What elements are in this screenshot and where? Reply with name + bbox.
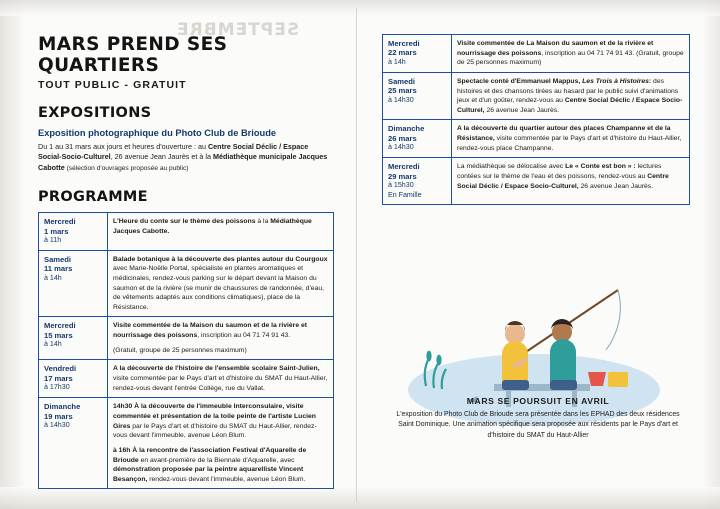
- left-column: [38, 34, 338, 489]
- event-time: à 14h30: [388, 143, 414, 152]
- expositions-heading: EXPOSITIONS: [38, 105, 152, 121]
- event-description-cell: Visite commentée de La Maison du saumon et de la rivière et nourrissage des poissons, inscription au 04 71 74 91 43. (Gratuit, groupe de 25 personnes maximum): [452, 35, 690, 73]
- expo-text-1: Du 1 au 31 mars aux jours et heures d'ouverture : au: [38, 142, 208, 151]
- event-day: Vendredi: [44, 364, 77, 374]
- expo-venue-1: Centre Social Déclic / Espace Social-Socio-Culturel: [38, 142, 309, 162]
- table-row: [383, 35, 690, 73]
- event-time: à 14h: [44, 340, 62, 349]
- event-date-cell: [39, 398, 108, 489]
- person-teal: [550, 319, 577, 390]
- event-date: 29 mars: [388, 171, 417, 181]
- event-date: 25 mars: [388, 86, 417, 96]
- scan-edge-top: [0, 0, 720, 16]
- event-day: Mercredi: [44, 321, 76, 331]
- event-date: 15 mars: [44, 330, 73, 340]
- programme-table-left: [38, 212, 334, 489]
- event-description-cell: A la découverte du quartier autour des places Champanne et de la Résistance, visite commentée par le Pays d'art et d'histoire du Haut-Allier, rendez-vous place Champanne.: [452, 120, 690, 158]
- event-time: à 11h: [44, 236, 62, 245]
- table-row: [39, 398, 334, 489]
- event-description-cell: 14h30 À la découverte de l'immeuble Interconsulaire, visite commentée et présentation de la toile peinte de l'artiste Lucien Gires par le Pays d'art et d'histoire du SMAT du Haut-Allier, rendez-vous devant l'immeuble, avenue Léon Blum. à 16h À la rencontre de l'association Festival d'Aquarelle de Brioude en avant-première de la Biennale d'Aquarelle, avec démonstration proposée par la peintre aquarelliste Vincent Besançon, rendez-vous devant l'immeuble, avenue Léon Blum.: [108, 398, 334, 489]
- table-row: [39, 317, 334, 360]
- table-row: [383, 72, 690, 120]
- page-fold-line: [356, 8, 357, 502]
- event-day: Mercredi: [388, 39, 420, 48]
- expositions-subheading: Exposition photographique du Photo Club de Brioude: [38, 128, 277, 138]
- event-day: Samedi: [388, 76, 416, 86]
- event-description-cell: L'Heure du conte sur le thème des poissons à la Médiathèque Jacques Cabotte.: [108, 213, 334, 250]
- table-row: [39, 213, 334, 250]
- bleed-through-text: SEPTEMBRE: [176, 20, 300, 40]
- scan-edge-bottom: [0, 487, 720, 509]
- shirt-teal: [550, 339, 576, 384]
- table-row: [39, 360, 334, 398]
- table-row: [383, 120, 690, 158]
- event-description-cell: Balade botanique à la découverte des plantes autour du Courgoux avec Marie-Noëlle Portal, spécialiste en plantes aromatiques et médicinales, rendez-vous parking sur le départ devant la Maison du saumon et de la rivière (se munir de chaussures de randonnée, d'eau, de vêtements adaptés aux conditions climatiques), place de la Résistance.: [108, 250, 334, 317]
- event-day: Mercredi: [44, 217, 76, 227]
- event-date: 19 mars: [44, 411, 73, 421]
- event-date-cell: [39, 317, 108, 360]
- event-description-cell: Spectacle conté d'Emmanuel Mappus, Les Trois à Histoires: des histoires et des chansons tirées au hasard par le public suivi d'animations jeux et d'un goûter, rendez-vous au Centre Social Déclic / Espace Socio-Culturel, 26 avenue Jean Jaurès.: [452, 72, 690, 120]
- scan-edge-left: [0, 0, 26, 509]
- page-title: MARS PREND SES QUARTIERS: [38, 34, 228, 76]
- event-date-cell: [383, 35, 452, 73]
- person-yellow: [502, 321, 529, 390]
- event-day: Dimanche: [44, 402, 81, 412]
- event-time: à 15h30: [388, 181, 414, 190]
- scan-edge-right: [702, 0, 720, 509]
- footer-title: MARS SE POURSUIT EN AVRIL: [466, 396, 610, 406]
- event-description-cell: La médiathèque se délocalise avec Le « Conte est bon » : lectures contées sur le thème de l'eau et des poissons, rendez-vous au Centre Social Déclic / Espace Socio-Culturel, 26 avenue Jean Jaurès.: [452, 158, 690, 204]
- footer-block: [392, 396, 684, 441]
- event-time: à 14h: [388, 57, 406, 66]
- event-time: à 14h30: [388, 95, 414, 104]
- event-date: 11 mars: [44, 264, 73, 274]
- event-description-cell: A la découverte de l'histoire de l'ensemble scolaire Saint-Julien, visite commentée par le Pays d'art et d'histoire du SMAT du Haut-Allier, rendez-vous devant l'entrée Collège, rue du Vallat.: [108, 360, 334, 398]
- event-date: 22 mars: [388, 48, 417, 58]
- event-time: à 17h30: [44, 383, 70, 392]
- event-date-cell: [383, 158, 452, 204]
- bucket-icon: [588, 372, 606, 386]
- expo-text-2: , 26 avenue Jean Jaurès et à la: [110, 152, 213, 162]
- expo-venue-2: Médiathèque municipale Jacques Cabotte: [38, 152, 328, 172]
- event-date-cell: [39, 250, 108, 317]
- table-row: [383, 158, 690, 204]
- event-date-cell: [39, 360, 108, 398]
- footer-body: L'exposition du Photo Club de Brioude sera présentée dans les EPHAD des deux résidences Saint Dominique. Une animation spécifique sera proposée aux résidents par le Pays d'art et d'histoire du SMAT du Haut-Allier: [396, 411, 680, 439]
- event-day: Dimanche: [388, 124, 425, 134]
- event-date: 17 mars: [44, 373, 73, 383]
- cooler-icon: [608, 372, 628, 387]
- programme-heading: PROGRAMME: [38, 189, 148, 206]
- event-day: Mercredi: [388, 162, 420, 172]
- event-date: 1 mars: [44, 226, 69, 236]
- expositions-body: [38, 142, 330, 173]
- event-day: Samedi: [44, 254, 72, 264]
- event-time: à 14h: [44, 273, 62, 282]
- event-date: 26 mars: [388, 133, 417, 143]
- event-time: à 14h30: [44, 421, 70, 430]
- expo-note: (sélection d'ouvrages proposée au public): [64, 164, 189, 172]
- table-row: [39, 250, 334, 317]
- right-column: [382, 34, 692, 205]
- event-date-cell: [383, 72, 452, 120]
- programme-table-right: [382, 34, 690, 205]
- event-audience: En Famille: [388, 190, 422, 199]
- fishing-line: [606, 290, 620, 350]
- page-subtitle: TOUT PUBLIC - GRATUIT: [38, 79, 187, 91]
- event-date-cell: [39, 213, 108, 250]
- event-description-cell: Visite commentée de la Maison du saumon et de la rivière et nourrissage des poissons, inscription au 04 71 74 91 43. (Gratuit, groupe de 25 personnes maximum): [108, 317, 334, 360]
- event-date-cell: [383, 120, 452, 158]
